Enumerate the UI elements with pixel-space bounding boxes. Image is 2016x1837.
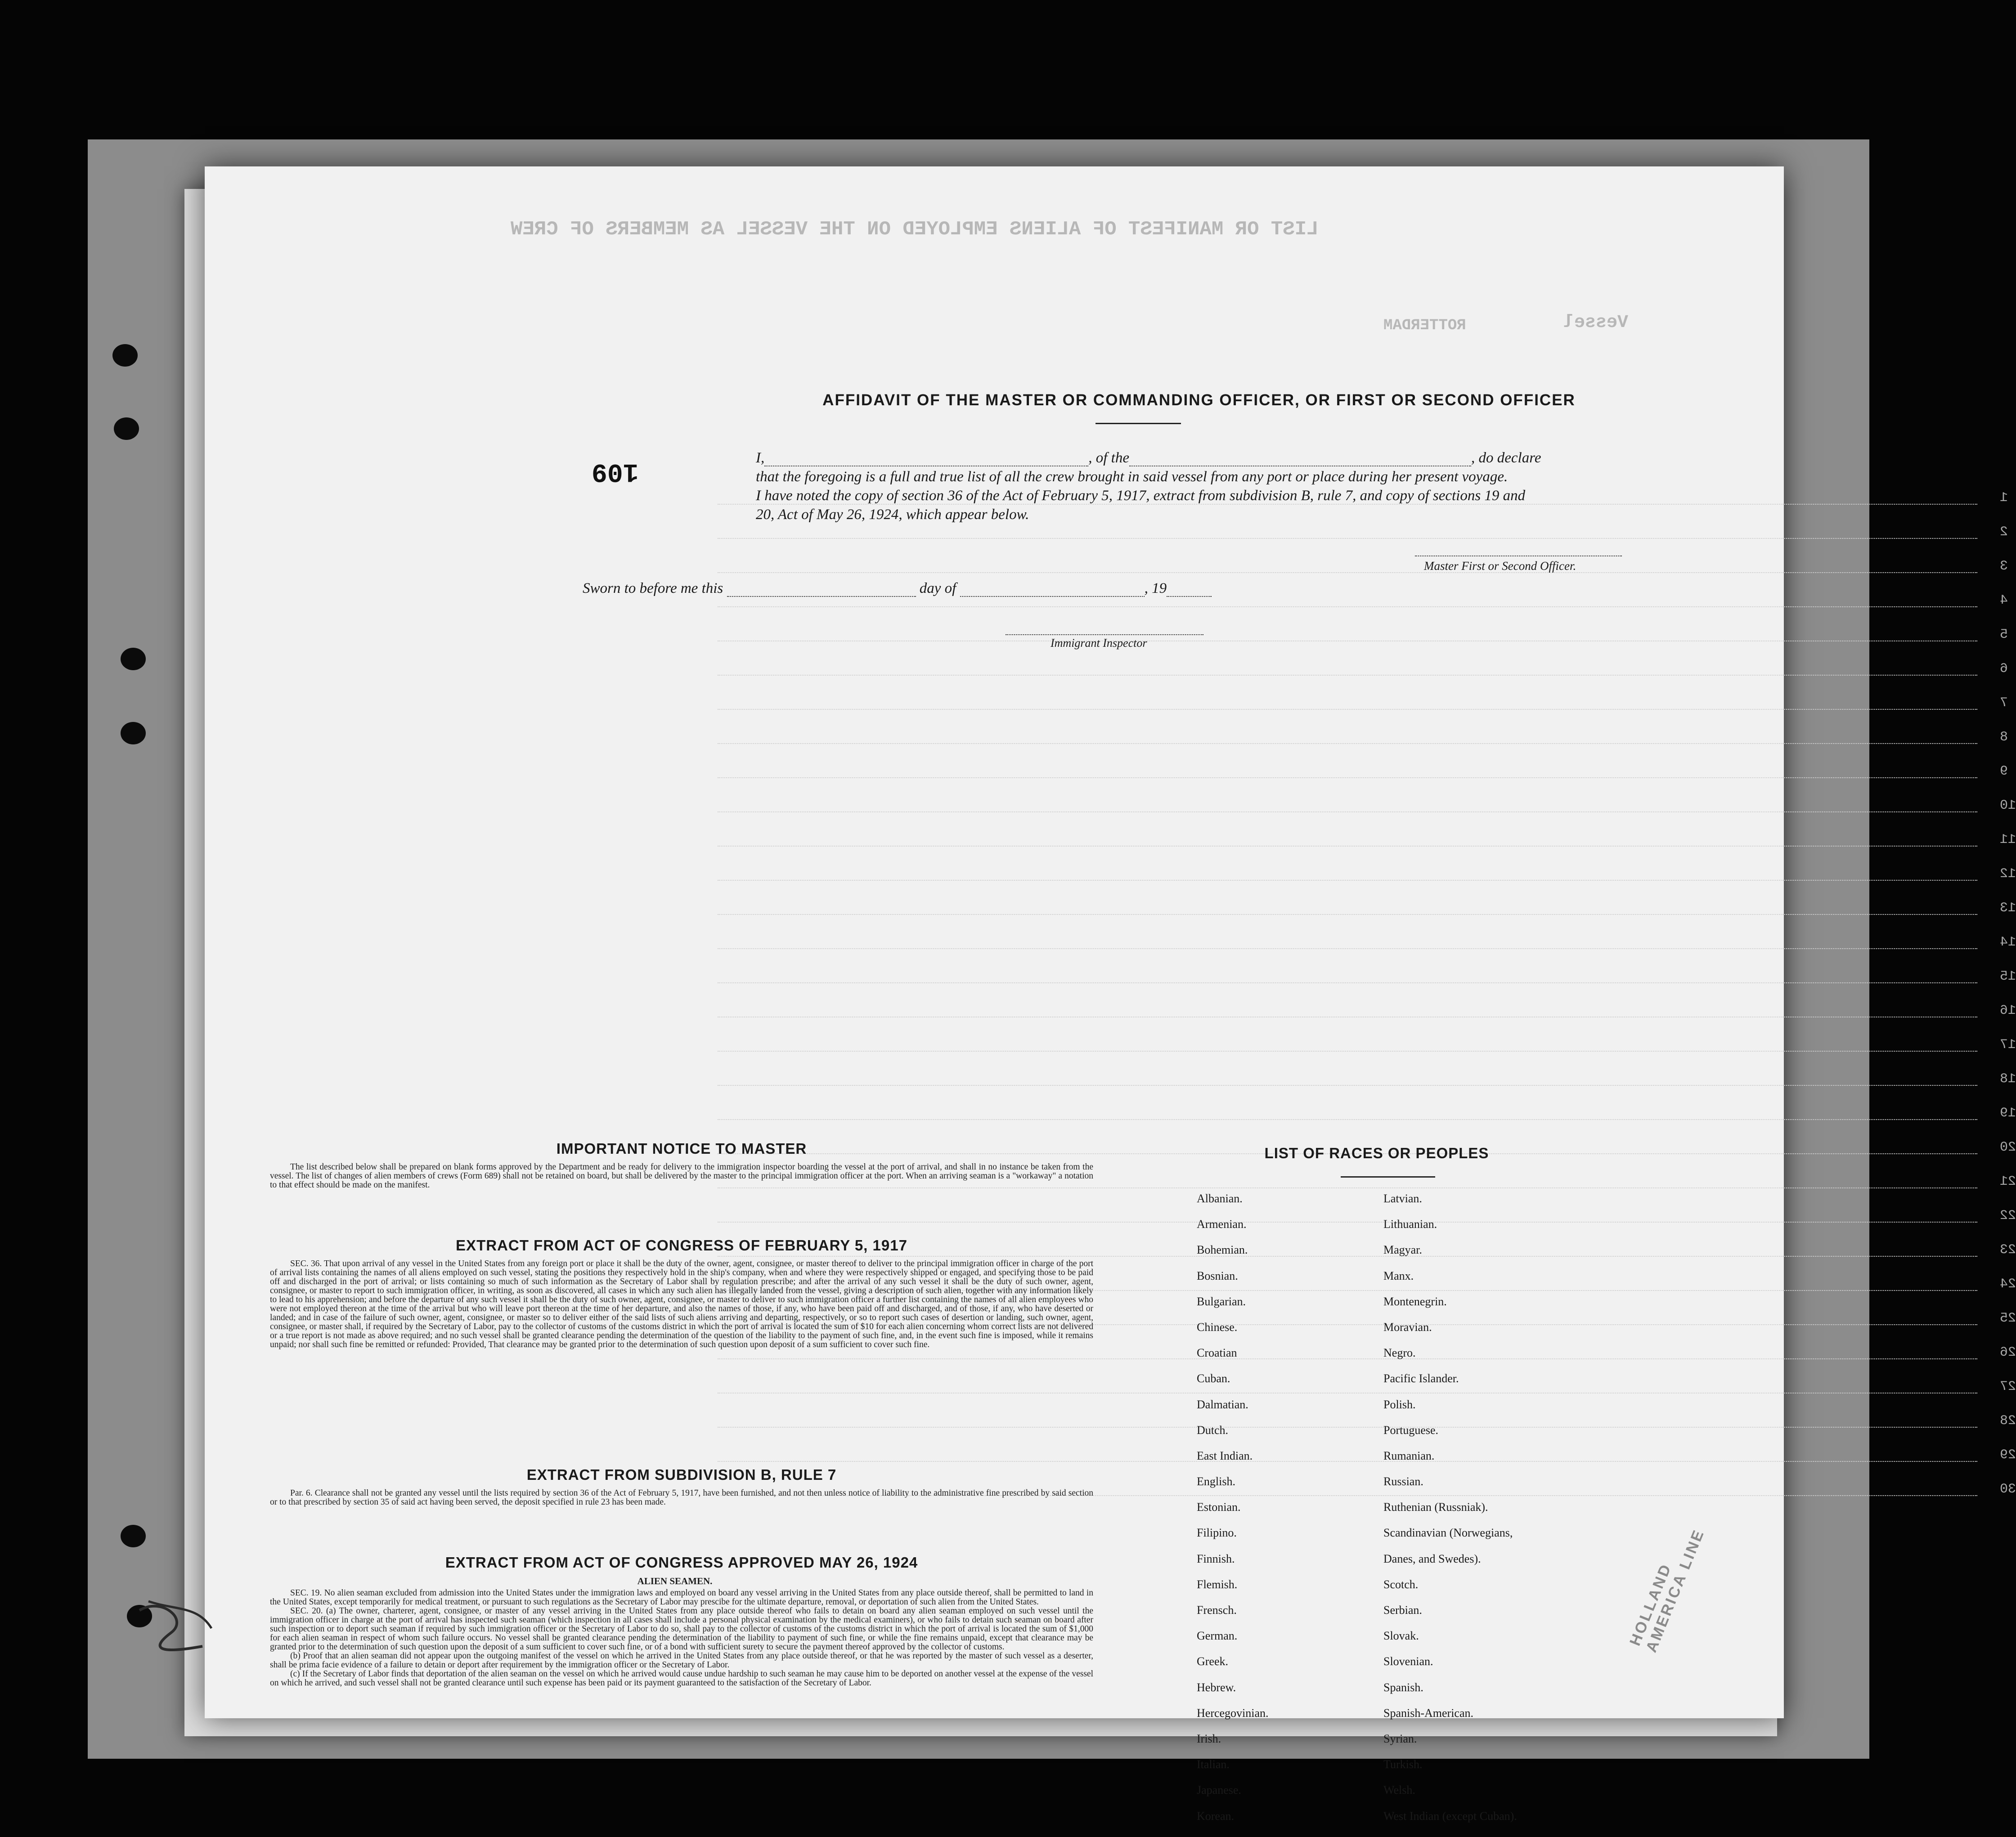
bleed-row-number: 1 xyxy=(2000,490,2008,506)
bleed-row-line xyxy=(718,538,1977,539)
races-column-2 xyxy=(1383,1192,1517,1835)
extract-1924-subtitle: ALIEN SEAMEN. xyxy=(637,1576,713,1586)
bleed-row-line xyxy=(718,777,1977,778)
bleed-row-line xyxy=(718,811,1977,812)
bleed-row xyxy=(718,832,2016,855)
bleed-row-number: 4 xyxy=(2000,593,2008,608)
handwritten-mark xyxy=(135,1592,225,1660)
affidavit-line-2: that the foregoing is a full and true list of all the crew brought in said vessel from any port or place during her present voyage. xyxy=(756,469,1508,485)
bleed-row-line xyxy=(718,1427,1977,1428)
race-item: Rumanian. xyxy=(1383,1449,1435,1462)
extract-1917-title: EXTRACT FROM ACT OF CONGRESS OF FEBRUARY 5, 1917 xyxy=(456,1237,907,1254)
race-item: Polish. xyxy=(1383,1398,1416,1411)
race-item: Manx. xyxy=(1383,1269,1414,1282)
bleed-row-number: 21 xyxy=(2000,1174,2016,1189)
bleed-row-number: 11 xyxy=(2000,832,2016,847)
bleed-row xyxy=(718,730,2008,752)
extract-1917-text: SEC. 36. That upon arrival of any vessel in the United States from any foreign port or place it shall be the duty of the owner, agent, consignee, or master thereof to deliver to the principal immigration officer in charge of the port of arrival lists containing the names of all aliens employed on such vessel, stating the positions they respectively hold in the ship's company, when and where they were respectively shipped or engaged, and specifying those to be paid off and discharged in the port of arrival; or lists containing so much of such information as the Secretary of Labor shall by regulation prescribe; and after the arrival of any such vessel it shall be the duty of such owner, agent, consignee, or master to report to such immigration officer, in writing, as soon as discovered, all cases in which any such alien has illegally landed from the vessel, giving a description of such alien, together with any information likely to lead to his apprehension; and before the departure of any such vessel it shall be the duty of such owner, agent, consignee, or master to deliver to such immigration officer a further list containing the names of all alien employees who were not employed thereon at the time of the arrival but who will leave port thereon at the time of her departure, and also the names of those, if any, who have been paid off and discharged, and of those, if any, who have deserted or landed; and in case of the failure of such owner, agent, consignee, or master so to deliver either of the said lists of such aliens arriving and departing, respectively, or so to report such cases of desertion or landing, such owner, agent, consignee, or master shall, if required by the Secretary of Labor, pay to the collector of customs of the customs district in which the port of arrival is located the sum of $10 for each alien concerning whom correct lists are not delivered or a true report is not made as above required; and no such vessel shall be granted clearance pending the determination of the question of the liability to the payment of such fine, and, in the event such fine is imposed, while it remains unpaid; nor shall such fine be remitted or refunded: Provided, That clearance may be granted prior to the determination of such question upon deposit of a sum sufficient to cover such fine. xyxy=(270,1259,1093,1349)
bleed-row xyxy=(718,1003,2016,1026)
race-item: Finnish. xyxy=(1197,1552,1235,1565)
extract-1924-text: SEC. 19. No alien seaman excluded from admission into the United States under the immigration laws and employed on board any vessel arriving in the United States from any place outside thereof, shall be permitted to land in the United States, except temporarily for medical treatment, or pursuant to such regulations as the Secretary of Labor may prescibe for the ultimate departure, removal, or deportation of such alien from the United States. SEC. 20. (a) The owner, charterer, agent, consignee, or master of any vessel arriving in the United States from any place outside thereof who fails to detain on board any alien seaman employed on such vessel until the immigration officer in charge at the port of arrival has inspected such seaman (which inspection in all cases shall include a personal physical examination by the medical examiners), or who fails to detain such seaman on board after such inspection or to deport such seaman if required by such immigration officer or the Secretary of Labor to do so, shall pay to the collector of customs of the customs district in which the port of arrival is located the sum of $1,000 for each alien seaman in respect of whom such failure occurs. No vessel shall be granted clearance pending the determination of the liability to payment of such fine, or while the fine remains unpaid, except that clearance may be granted prior to the determination of such question upon the deposit of a sum sufficient to cover such fine, or of a bond with sufficient surety to secure the payment thereof approved by the collector of customs. (b) Proof that an alien seaman did not appear upon the outgoing manifest of the vessel on which he arrived in the United States from any place outside thereof, or that he was reported by the master of such vessel as a deserter, shall be prima facie evidence of a failure to detain or deport after requirement by the immigration officer or the Secretary of Labor. (c) If the Secretary of Labor finds that deportation of the alien seaman on the vessel on which he arrived would cause undue hardship to such seaman he may cause him to be deported on another vessel at the expense of the vessel on which he arrived, and such vessel shall not be granted clearance until such expense has been paid or its payment guaranteed to the satisfaction of the Secretary of Labor. xyxy=(270,1588,1093,1688)
bleed-row-number: 5 xyxy=(2000,627,2008,642)
race-item: German. xyxy=(1197,1629,1238,1643)
bleed-row xyxy=(718,798,2016,820)
bleed-row xyxy=(718,1447,2016,1470)
bleed-through-vessel-word: Vessel xyxy=(1563,313,1629,333)
race-item: Hebrew. xyxy=(1197,1680,1236,1694)
race-item: Montenegrin. xyxy=(1383,1295,1447,1308)
bleed-row-number: 16 xyxy=(2000,1003,2016,1018)
race-item: Danes, and Swedes). xyxy=(1383,1552,1481,1565)
notice-text: The list described below shall be prepared on blank forms approved by the Department and be ready for delivery to the immigration inspector boarding the vessel at the port of arrival, and shall in no instance be taken from the vessel. The list of changes of alien members of crews (Form 689) shall not be retained on board, but shall be delivered by the master to the principal immigration officer at the port. When an arriving seaman is a "workaway" a notation to that effect should be made on the manifest. xyxy=(270,1162,1093,1190)
bleed-row xyxy=(718,627,2008,650)
bleed-row xyxy=(718,969,2016,991)
races-title: LIST OF RACES OR PEOPLES xyxy=(1264,1145,1489,1161)
sworn-line: Sworn to before me this day of , 19 xyxy=(583,580,1212,597)
race-item: Frensch. xyxy=(1197,1604,1237,1617)
race-item: Bulgarian. xyxy=(1197,1295,1246,1308)
bleed-row-line xyxy=(718,1085,1977,1086)
bleed-row-line xyxy=(718,982,1977,983)
race-item: Armenian. xyxy=(1197,1218,1247,1231)
inspector-signature-line xyxy=(1006,634,1203,635)
bleed-row-number: 23 xyxy=(2000,1242,2016,1258)
bleed-row-number: 24 xyxy=(2000,1277,2016,1292)
bleed-row-line xyxy=(718,743,1977,744)
bleed-row-number: 27 xyxy=(2000,1379,2016,1394)
race-item: English. xyxy=(1197,1475,1235,1488)
bleed-row xyxy=(718,524,2008,547)
race-item: Pacific Islander. xyxy=(1383,1372,1459,1385)
race-item: West Indian (except Cuban). xyxy=(1383,1809,1517,1823)
race-item: East Indian. xyxy=(1197,1449,1253,1462)
title-rule xyxy=(1096,423,1181,424)
bleed-row-line xyxy=(718,572,1977,573)
bleed-row xyxy=(718,1071,2016,1094)
race-item: Spanish-American. xyxy=(1383,1706,1474,1720)
race-item: Turkish. xyxy=(1383,1758,1423,1771)
races-column-1 xyxy=(1197,1192,1269,1835)
bleed-row xyxy=(718,935,2016,957)
bleed-row-line xyxy=(718,914,1977,915)
bleed-row-number: 8 xyxy=(2000,730,2008,745)
bleed-row-line xyxy=(718,1358,1977,1359)
bleed-row xyxy=(718,661,2008,684)
race-item: Hercegovinian. xyxy=(1197,1706,1269,1720)
bleed-row xyxy=(718,901,2016,923)
bleed-row-line xyxy=(718,1051,1977,1052)
bleed-row xyxy=(718,559,2008,581)
notice-title: IMPORTANT NOTICE TO MASTER xyxy=(556,1140,807,1157)
race-item: Greek. xyxy=(1197,1655,1229,1668)
bleed-row-line xyxy=(718,1461,1977,1462)
bleed-row xyxy=(718,866,2016,889)
race-item: Italian. xyxy=(1197,1758,1230,1771)
race-item: Portuguese. xyxy=(1383,1423,1439,1437)
race-item: Scandinavian (Norwegians, xyxy=(1383,1526,1513,1540)
race-item: Dalmatian. xyxy=(1197,1398,1248,1411)
bleed-row-line xyxy=(718,1222,1977,1223)
race-item: Korean. xyxy=(1197,1809,1235,1823)
extract-rule7-text: Par. 6. Clearance shall not be granted any vessel until the lists required by section 36 of the Act of February 5, 1917, have been furnished, and not then unless notice of liability to the administrative fine prescribed by said section or to that prescribed by section 35 of said act having been served, the deposit specified in rule 23 has been made. xyxy=(270,1488,1093,1507)
bleed-row-line xyxy=(718,948,1977,949)
bleed-row-number: 3 xyxy=(2000,559,2008,574)
sheet-number-stamp: 109 xyxy=(592,457,639,486)
race-item: Lithuanian. xyxy=(1383,1218,1437,1231)
race-item: Dutch. xyxy=(1197,1423,1229,1437)
bleed-row-number: 25 xyxy=(2000,1311,2016,1326)
race-item: Irish. xyxy=(1197,1732,1221,1745)
affidavit-line-1: I, , of the , do declare xyxy=(756,450,1541,466)
race-item: Albanian. xyxy=(1197,1192,1243,1205)
bleed-row-number: 14 xyxy=(2000,935,2016,950)
bleed-row-number: 6 xyxy=(2000,661,2008,677)
extract-1924-title: EXTRACT FROM ACT OF CONGRESS APPROVED MAY 26, 1924 xyxy=(445,1554,918,1571)
bleed-row xyxy=(718,1037,2016,1060)
bleed-row xyxy=(718,1106,2016,1128)
race-item: Latvian. xyxy=(1383,1192,1422,1205)
bleed-row-number: 2 xyxy=(2000,524,2008,540)
inspector-signature-label: Immigrant Inspector xyxy=(1051,636,1147,650)
race-item: Croatian xyxy=(1197,1346,1237,1360)
race-item: Ruthenian (Russniak). xyxy=(1383,1501,1488,1514)
bleed-row-number: 17 xyxy=(2000,1037,2016,1053)
bleed-row-number: 13 xyxy=(2000,901,2016,916)
race-item: Chinese. xyxy=(1197,1320,1238,1334)
race-item: Slovenian. xyxy=(1383,1655,1433,1668)
bleed-row xyxy=(718,1413,2016,1436)
race-item: Japanese. xyxy=(1197,1783,1241,1797)
race-item: Moravian. xyxy=(1383,1320,1432,1334)
bleed-row-line xyxy=(718,709,1977,710)
bleed-row-line xyxy=(718,880,1977,881)
race-item: Filipino. xyxy=(1197,1526,1237,1540)
bleed-through-vessel-name: ROTTERDAM xyxy=(1383,317,1466,334)
bleed-row-number: 19 xyxy=(2000,1106,2016,1121)
bleed-row-number: 20 xyxy=(2000,1140,2016,1155)
bleed-row-number: 12 xyxy=(2000,866,2016,882)
race-item: Scotch. xyxy=(1383,1577,1419,1591)
bleed-row-line xyxy=(718,846,1977,847)
affidavit-line-3: I have noted the copy of section 36 of the Act of February 5, 1917, extract from subdivision B, rule 7, and copy of sections 19 and xyxy=(756,488,1526,504)
bleed-row xyxy=(718,1208,2016,1231)
bleed-row-line xyxy=(718,1256,1977,1257)
race-item: Russian. xyxy=(1383,1475,1423,1488)
bleed-row-number: 18 xyxy=(2000,1071,2016,1087)
bleed-row-number: 15 xyxy=(2000,969,2016,984)
punch-hole xyxy=(121,648,146,670)
race-item: Negro. xyxy=(1383,1346,1416,1360)
affidavit-title: AFFIDAVIT OF THE MASTER OR COMMANDING OFFICER, OR FIRST OR SECOND OFFICER xyxy=(822,391,1576,409)
bleed-row-number: 30 xyxy=(2000,1482,2016,1497)
bleed-row-number: 28 xyxy=(2000,1413,2016,1429)
races-title-rule xyxy=(1341,1176,1435,1178)
bleed-row-line xyxy=(718,606,1977,607)
race-item: Bosnian. xyxy=(1197,1269,1238,1282)
bleed-row-line xyxy=(718,1119,1977,1120)
extract-rule7-title: EXTRACT FROM SUBDIVISION B, RULE 7 xyxy=(526,1466,837,1483)
bleed-row xyxy=(718,1379,2016,1402)
bleed-row-number: 22 xyxy=(2000,1208,2016,1223)
bleed-row-line xyxy=(718,675,1977,676)
race-item: Magyar. xyxy=(1383,1243,1422,1257)
punch-hole xyxy=(112,344,138,367)
manifest-page xyxy=(205,166,2016,1823)
race-item: Spanish. xyxy=(1383,1680,1423,1694)
bleed-row xyxy=(718,764,2008,786)
affidavit-line-4: 20, Act of May 26, 1924, which appear below. xyxy=(756,506,1029,523)
bleed-row-number: 9 xyxy=(2000,764,2008,779)
race-item: Syrian. xyxy=(1383,1732,1417,1745)
race-item: Serbian. xyxy=(1383,1604,1422,1617)
punch-hole xyxy=(121,722,146,744)
punch-hole xyxy=(114,417,139,440)
race-item: Cuban. xyxy=(1197,1372,1230,1385)
master-signature-label: Master First or Second Officer. xyxy=(1424,559,1576,573)
bleed-through-header: LIST OR MANIFEST OF ALIENS EMPLOYED ON THE VESSEL AS MEMBERS OF CREW xyxy=(511,218,1319,241)
holland-america-stamp: HOLLAND AMERICA LINE xyxy=(1626,1526,1708,1655)
bleed-row-number: 29 xyxy=(2000,1447,2016,1463)
bleed-row-number: 10 xyxy=(2000,798,2016,813)
bleed-row-number: 7 xyxy=(2000,695,2008,711)
bleed-row xyxy=(718,695,2008,718)
race-item: Bohemian. xyxy=(1197,1243,1248,1257)
race-item: Flemish. xyxy=(1197,1577,1238,1591)
bleed-row-number: 26 xyxy=(2000,1345,2016,1360)
punch-hole xyxy=(121,1525,146,1547)
race-item: Slovak. xyxy=(1383,1629,1419,1643)
race-item: Welsh. xyxy=(1383,1783,1415,1797)
race-item: Estonian. xyxy=(1197,1501,1241,1514)
